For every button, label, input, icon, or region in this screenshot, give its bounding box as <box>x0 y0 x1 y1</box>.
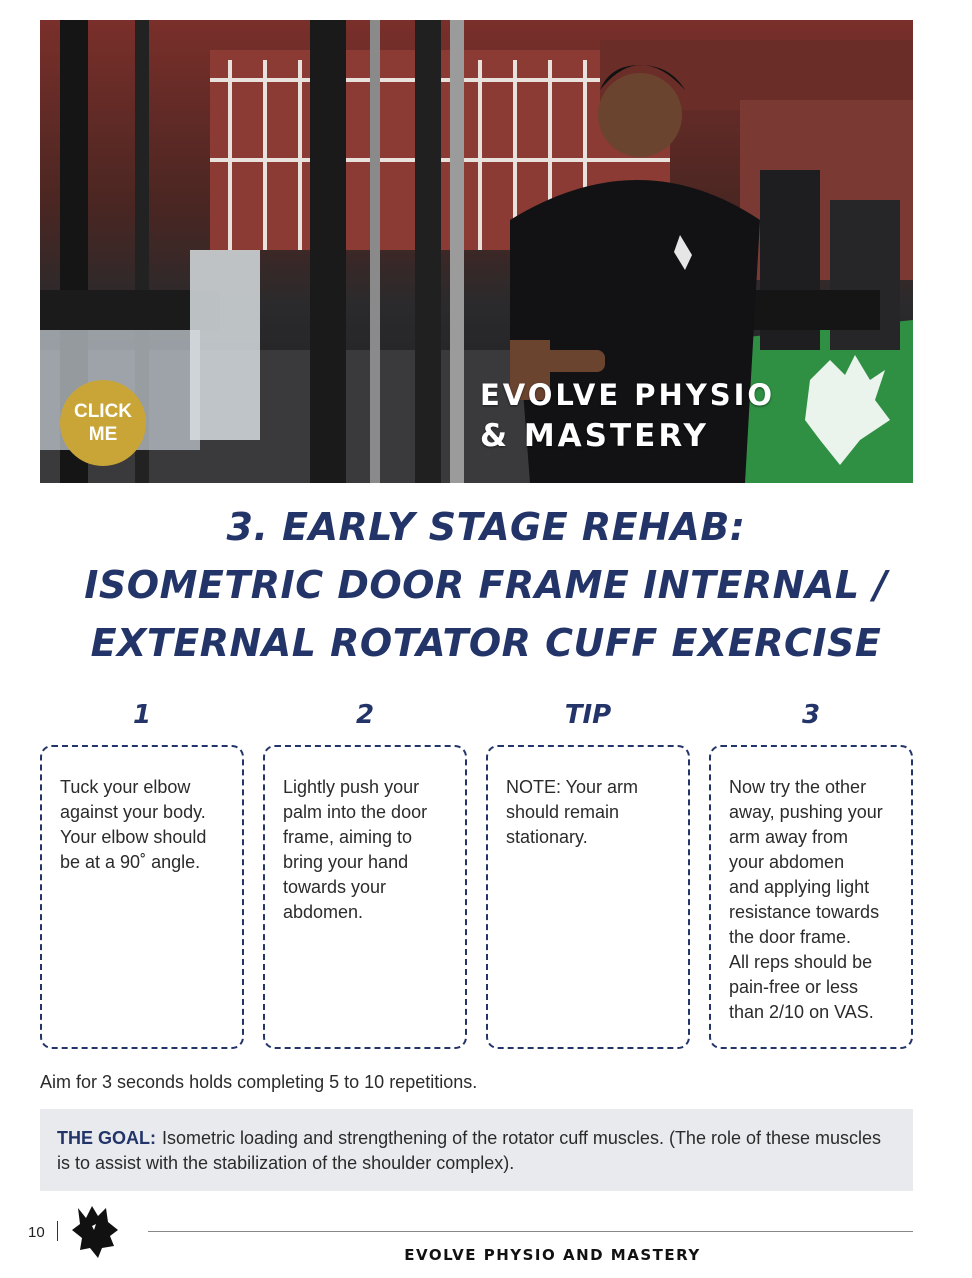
goal-callout <box>40 1109 913 1191</box>
step-1-line: against your body. <box>60 802 206 822</box>
step-1-line: Tuck your elbow <box>60 777 191 797</box>
footer-rule <box>148 1231 913 1232</box>
repetition-instruction: Aim for 3 seconds holds completing 5 to 10 repetitions. <box>40 1072 478 1092</box>
step-2-line: towards your <box>283 877 387 897</box>
video-brand-overlay <box>480 378 775 454</box>
step-1-heading: 1 <box>132 700 152 730</box>
step-1-line: Your elbow should <box>60 827 207 847</box>
step-3-line: arm away from <box>729 827 849 847</box>
tip-line: should remain <box>506 802 620 822</box>
step-2-line: palm into the door <box>283 802 428 822</box>
click-me-label-line2: ME <box>88 424 118 445</box>
footer-brand: EVOLVE PHYSIO AND MASTERY <box>404 1246 701 1264</box>
step-1-card <box>40 745 244 1049</box>
step-3-line: resistance towards <box>729 902 880 922</box>
tip-line: NOTE: Your arm <box>506 777 639 797</box>
page-number: 10 <box>28 1224 45 1241</box>
section-title <box>0 498 972 672</box>
click-me-button[interactable] <box>60 380 146 466</box>
exercise-video-thumbnail[interactable] <box>40 20 913 483</box>
goal-text-line1: Isometric loading and strengthening of the rotator cuff muscles. (The role of these muscles <box>162 1128 882 1148</box>
step-3-line: the door frame. <box>729 927 852 947</box>
step-3-line: Now try the other <box>729 777 867 797</box>
step-3-heading: 3 <box>801 700 821 730</box>
tip-line: stationary. <box>506 827 588 847</box>
overlay-brand-line2: & MASTERY <box>480 418 709 454</box>
tip-card <box>486 745 690 1049</box>
step-3-line: than 2/10 on VAS. <box>729 1002 874 1022</box>
step-2-line: abdomen. <box>283 902 364 922</box>
step-1-line: be at a 90˚ angle. <box>60 852 201 872</box>
goal-label: THE GOAL: <box>57 1128 156 1148</box>
step-3-line: and applying light <box>729 877 870 897</box>
step-3-line: All reps should be <box>729 952 873 972</box>
title-line2: ISOMETRIC DOOR FRAME INTERNAL / <box>84 563 888 607</box>
tip-heading: TIP <box>564 700 612 730</box>
step-3-card <box>709 745 913 1049</box>
step-2-line: frame, aiming to <box>283 827 413 847</box>
wolf-logo-icon <box>70 1204 122 1265</box>
step-3-line: pain-free or less <box>729 977 859 997</box>
step-3-line: away, pushing your <box>729 802 883 822</box>
step-2-line: bring your hand <box>283 852 409 872</box>
title-line3: EXTERNAL ROTATOR CUFF EXERCISE <box>90 621 882 665</box>
overlay-brand-line1: EVOLVE PHYSIO <box>480 378 776 412</box>
gym-scene-illustration <box>40 20 913 483</box>
step-2-card <box>263 745 467 1049</box>
title-line1: 3. EARLY STAGE REHAB: <box>226 505 746 549</box>
step-2-line: Lightly push your <box>283 777 420 797</box>
footer-divider <box>57 1221 58 1241</box>
step-3-line: your abdomen <box>729 852 845 872</box>
goal-text-line2: is to assist with the stabilization of the shoulder complex). <box>57 1153 515 1173</box>
click-me-label-line1: CLICK <box>73 401 133 422</box>
step-2-heading: 2 <box>355 700 375 730</box>
